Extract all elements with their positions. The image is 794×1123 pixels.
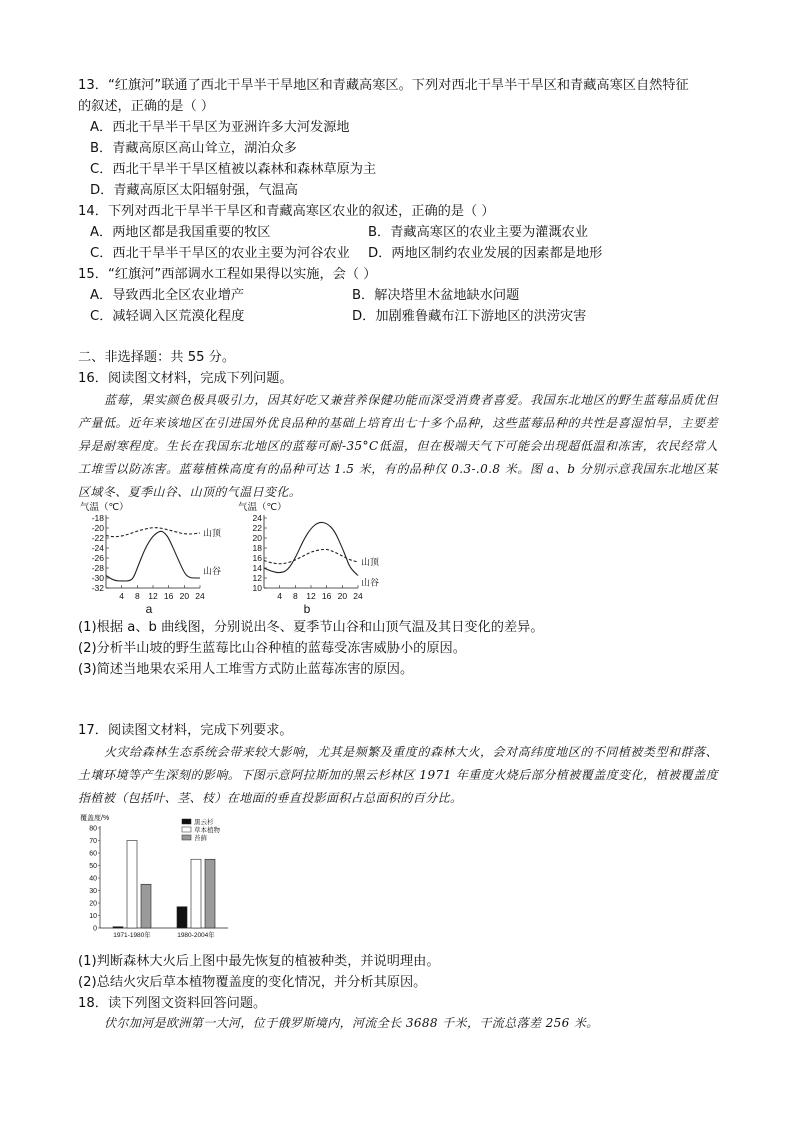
legend-summit: 山顶	[203, 528, 222, 538]
y-tick-label: 10	[252, 583, 262, 593]
q16-material-text: 蓝莓，果实颜色极具吸引力，因其好吃又兼营养保健功能而深受消费者喜爱。我国东北地区的野生蓝莓品质优但产量低。近年来该地区在引进国外优良品种的基础上培育出七十多个品种，这些蓝莓品种的共性是喜湿怕旱，主要差异是耐寒程度。生长在我国东北地区的蓝莓可耐-35°C低温，但在极端天气下可能会出现超低温和冻害，农民经常人工堆雪以防冻害。蓝莓植株高度有的品种可达 1.5 米，有的品种仅 0.3-.0.8 米。图 a、b 分别示意我国东北地区某区域冬、夏季山谷、山顶的气温日变化。	[78, 393, 718, 499]
q13-stem-line1: 13．“红旗河”联通了西北干旱半干旱地区和青藏高寒区。下列对西北干旱半干旱区和青藏高寒区自然特征	[78, 78, 689, 93]
chart-title: a	[145, 602, 153, 616]
y-tick-label: 20	[252, 533, 262, 543]
y-tick-label: 10	[89, 913, 97, 920]
q14-option-b[interactable]: B．青藏高寒区的农业主要为灌溉农业	[368, 225, 589, 240]
y-tick-label: 0	[93, 925, 97, 933]
q17-sub1: (1)判断森林大火后上图中最先恢复的植被种类，并说明理由。	[78, 954, 440, 969]
legend-label: 黑云杉	[194, 819, 214, 826]
q15-option-c[interactable]: C．减轻调入区荒漠化程度	[90, 309, 245, 324]
series-line-valley	[106, 531, 200, 581]
x-tick-label: 4	[119, 591, 125, 601]
series-line-valley	[264, 522, 358, 575]
x-tick-label: 16	[321, 591, 332, 601]
bar-herb	[127, 841, 137, 929]
q16-sub2: (2)分析半山坡的野生蓝莓比山谷种植的蓝莓受冻害威胁小的原因。	[78, 641, 466, 656]
x-tick-label: 20	[179, 591, 190, 601]
x-tick-label: 1980-2004年	[177, 932, 215, 939]
chart-a	[78, 500, 228, 618]
x-tick-label: 8	[134, 591, 140, 601]
legend-label: 草本植物	[194, 827, 220, 834]
q16-stem: 16．阅读图文材料，完成下列问题。	[78, 371, 293, 386]
q14-stem: 14．下列对西北干旱半干旱区和青藏高寒区农业的叙述，正确的是（ ）	[78, 204, 495, 219]
bar-spruce	[177, 907, 187, 928]
y-tick-label: 18	[252, 543, 262, 553]
y-tick-label: 24	[252, 513, 262, 523]
x-tick-label: 20	[337, 591, 348, 601]
q16-sub1: (1)根据 a、b 曲线图，分别说出冬、夏季节山谷和山顶气温及其日变化的差异。	[78, 620, 544, 635]
legend-swatch	[182, 835, 191, 840]
legend-valley: 山谷	[203, 566, 222, 576]
y-axis-label: 气温（℃）	[238, 502, 287, 513]
chart-coverage	[78, 812, 258, 942]
y-tick-label: -32	[91, 583, 104, 593]
legend-valley: 山谷	[361, 577, 380, 588]
q16-material	[78, 389, 718, 504]
x-tick-label: 8	[292, 591, 298, 601]
y-tick-label: 50	[89, 863, 97, 870]
chart-b	[236, 500, 386, 618]
x-tick-label: 12	[306, 591, 316, 601]
y-tick-label: -18	[91, 513, 104, 523]
y-axis-label: 覆盖度/%	[80, 815, 110, 822]
y-tick-label: 12	[252, 573, 262, 583]
y-tick-label: 14	[252, 563, 262, 573]
y-tick-label: 30	[89, 888, 97, 895]
x-tick-label: 12	[148, 591, 158, 601]
q13-option-c[interactable]: C．西北干旱半干旱区植被以森林和森林草原为主	[90, 162, 377, 177]
q13-option-a[interactable]: A．西北干旱半干旱区为亚洲许多大河发源地	[90, 120, 350, 135]
y-tick-label: -28	[91, 563, 104, 573]
q18-material	[78, 1012, 718, 1035]
q14-option-c[interactable]: C．西北干旱半干旱区的农业主要为河谷农业	[90, 246, 350, 261]
y-tick-label: -20	[91, 523, 104, 533]
q14-option-d[interactable]: D．两地区制约农业发展的因素都是地形	[368, 246, 603, 261]
q17-material	[78, 741, 718, 810]
legend-summit: 山顶	[361, 557, 380, 567]
q18-stem: 18．读下列图文资料回答问题。	[78, 996, 267, 1011]
y-tick-label: -30	[91, 573, 104, 583]
q18-material-text: 伏尔加河是欧洲第一大河，位于俄罗斯境内，河流全长 3688 千米，干流总落差 256 米。	[104, 1016, 599, 1030]
series-line-summit	[106, 528, 200, 537]
q13-option-d[interactable]: D．青藏高原区太阳辐射强，气温高	[90, 183, 298, 198]
y-tick-label: 40	[89, 875, 97, 883]
y-tick-label: 80	[89, 825, 97, 833]
legend-swatch	[182, 819, 191, 824]
y-tick-label: 20	[89, 900, 97, 908]
q15-option-d[interactable]: D．加剧雅鲁藏布江下游地区的洪涝灾害	[352, 309, 587, 324]
section2-heading: 二、非选择题：共 55 分。	[78, 350, 236, 365]
x-tick-label: 1971-1980年	[113, 932, 151, 939]
bar-spruce	[113, 927, 123, 928]
y-tick-label: 22	[252, 523, 262, 533]
y-axis-label: 气温（℃）	[80, 502, 129, 513]
x-tick-label: 24	[353, 591, 363, 601]
y-tick-label: -24	[91, 543, 104, 553]
q13-stem-line2: 的叙述，正确的是（ ）	[78, 99, 215, 114]
y-tick-label: 70	[89, 838, 97, 845]
x-tick-label: 16	[163, 591, 174, 601]
x-tick-label: 4	[277, 591, 283, 601]
q15-stem: 15．“红旗河”西部调水工程如果得以实施，会（ ）	[78, 267, 377, 282]
q14-option-a[interactable]: A．两地区都是我国重要的牧区	[90, 225, 271, 240]
x-tick-label: 24	[195, 591, 205, 601]
q15-option-b[interactable]: B．解决塔里木盆地缺水问题	[352, 288, 520, 303]
q17-stem: 17．阅读图文材料，完成下列要求。	[78, 723, 293, 738]
q17-sub2: (2)总结火灾后草本植物覆盖度的变化情况，并分析其原因。	[78, 975, 427, 990]
legend-swatch	[182, 827, 191, 832]
q13-option-b[interactable]: B．青藏高原区高山耸立，湖泊众多	[90, 141, 297, 156]
y-tick-label: -26	[91, 553, 104, 563]
bar-herb	[191, 859, 201, 928]
y-tick-label: 16	[252, 553, 262, 563]
q16-sub3: (3)简述当地果农采用人工堆雪方式防止蓝莓冻害的原因。	[78, 662, 414, 677]
y-tick-label: 60	[89, 850, 97, 858]
chart-title: b	[303, 602, 311, 616]
bar-moss	[141, 884, 151, 928]
q15-option-a[interactable]: A．导致西北全区农业增产	[90, 288, 245, 303]
y-tick-label: -22	[91, 533, 104, 543]
q17-material-text: 火灾给森林生态系统会带来较大影响，尤其是频繁及重度的森林大火，会对高纬度地区的不同植被类型和群落、土壤环境等产生深刻的影响。下图示意阿拉斯加的黑云杉林区 1971 年重度火烧后部分植被覆盖度变化，植被覆盖度指植被（包括叶、茎、枝）在地面的垂直投影面积占总面积的百分比。	[78, 745, 718, 805]
legend-label: 苔藓	[194, 835, 207, 842]
bar-moss	[205, 859, 215, 928]
